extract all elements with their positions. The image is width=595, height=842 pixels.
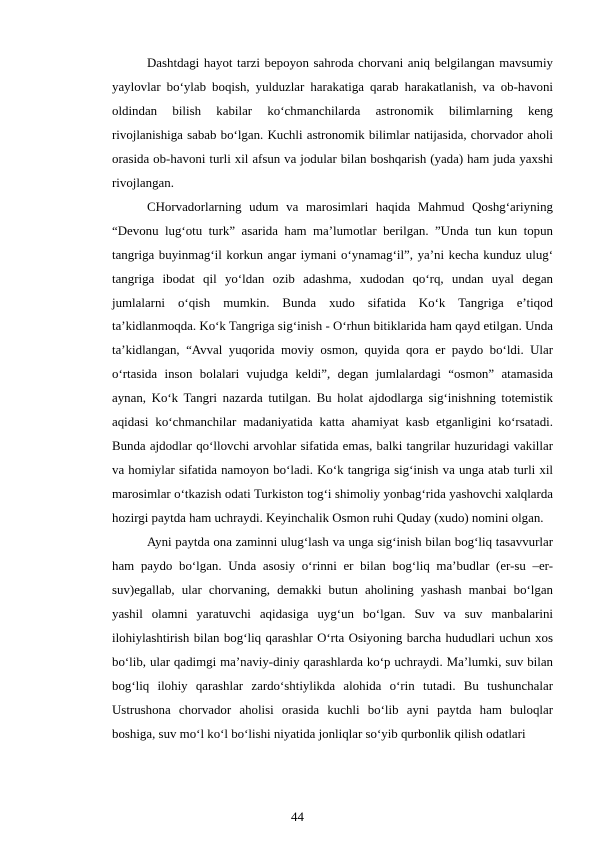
page-number: 44 (291, 810, 304, 824)
body-text (112, 52, 553, 747)
paragraph: Dashtdagi hayot tarzi bepoyon sahroda chorvani aniq belgilangan mavsumiy yaylovlar bo‘ylab boqish, yulduzlar harakatiga qarab harakatlanish, va ob-havoni oldindan bilish kabilar ko‘chmanchilarda astronomik bilimlarning keng rivojlanishiga sabab bo‘lgan. Kuchli astronomik bilimlar natijasida, chorvador aholi orasida ob-havoni turli xil afsun va jodular bilan boshqarish (yada) ham juda yaxshi rivojlangan. (112, 56, 553, 190)
paragraph: CHorvadorlarning udum va marosimlari haqida Mahmud Qoshg‘ariyning “Devonu lug‘otu turk” asarida ham ma’lumotlar berilgan. ”Unda tun kun topun tangriga buyinmag‘il korkun angar iymani o‘ynamag‘il”, ya’ni kecha kunduz ulug‘ tangriga ibodat qil yo‘ldan ozib adashma, xudodan qo‘rq, undan uyal degan jumlalarni o‘qish mumkin. Bunda xudo sifatida Ko‘k Tangriga e’tiqod ta’kidlanmoqda. Ko‘k Tangriga sig‘inish - O‘rhun bitiklarida ham qayd etilgan. Unda ta’kidlangan, “Avval yuqorida moviy osmon, quyida qora er paydo bo‘ldi. Ular o‘rtasida inson bolalari vujudga keldi”, degan jumlalardagi “osmon” atamasida aynan, Ko‘k Tangri nazarda tutilgan. Bu holat ajdodlarga sig‘inishning totemistik aqidasi ko‘chmanchilar madaniyatida katta ahamiyat kasb etganligini ko‘rsatadi. Bunda ajdodlar qo‘llovchi arvohlar sifatida emas, balki tangrilar huzuridagi vakillar va homiylar sifatida namoyon bo‘ladi. Ko‘k tangriga sig‘inish va unga atab turli xil marosimlar o‘tkazish odati Turkiston tog‘i shimoliy yonbag‘rida yashovchi xalqlarda hozirgi paytda ham uchraydi. Keyinchalik Osmon ruhi Quday (xudo) nomini olgan. (112, 199, 553, 526)
paragraph: Ayni paytda ona zaminni ulug‘lash va unga sig‘inish bilan bog‘liq tasavvurlar ham paydo bo‘lgan. Unda asosiy o‘rinni er bilan bog‘liq ma’budlar (er-su –er-suv)egallab, ular chorvaning, demakki butun aholining yashash manbai bo‘lgan yashil olamni yaratuvchi aqidasiga uyg‘un bo‘lgan. Suv va suv manbalarini ilohiylashtirish bilan bog‘liq qarashlar O‘rta Osiyoning barcha hududlari uchun xos bo‘lib, ular qadimgi ma’naviy-diniy qarashlarda ko‘p uchraydi. Ma’lumki, suv bilan bog‘liq ilohiy qarashlar zardo‘shtiylikda alohida o‘rin tutadi. Bu tushunchalar Ustrushona chorvador aholisi orasida kuchli bo‘lib ayni paytda ham buloqlar boshiga, suv mo‘l ko‘l bo‘lishi niyatida jonliqlar so‘yib qurbonlik qilish odatlari (112, 535, 553, 741)
